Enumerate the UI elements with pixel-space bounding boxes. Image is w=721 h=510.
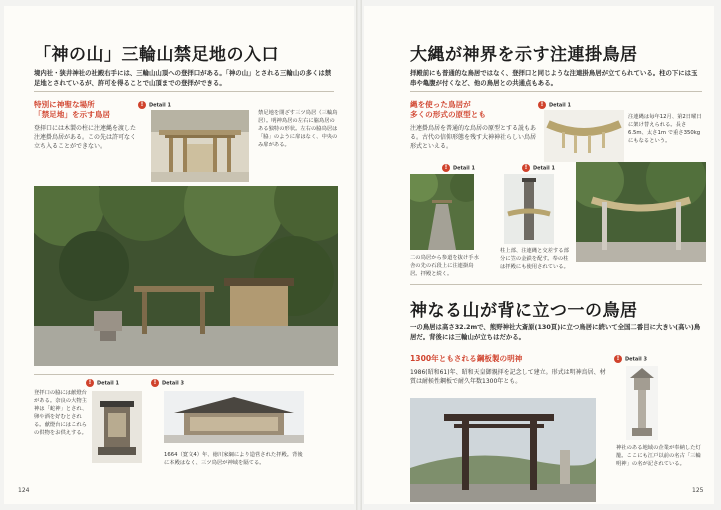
section-title: 神なる山が背に立つ一の鳥居 bbox=[410, 301, 638, 321]
lead-text: 一の鳥居は高さ32.2mで、熊野神社大斎原(130頁)に立つ鳥居に続いて全国二番目に大きい(高い)鳥居だ。背後には三輪山が立ちはだかる。 bbox=[410, 323, 701, 341]
left-page bbox=[4, 6, 354, 504]
detail-marker-icon: ! bbox=[538, 101, 546, 109]
divider bbox=[410, 91, 702, 92]
offering-stand-photo bbox=[92, 391, 142, 463]
detail-photo bbox=[504, 174, 554, 244]
section-heading: 縄を使った鳥居が 多くの形式の原型とも bbox=[410, 100, 486, 119]
detail-caption: 注連縄は毎年12月、第2日曜日に架け替えられる。長さ6.5m、太さ1m で重さ350kg にもなるという。 bbox=[628, 114, 702, 144]
stone-lantern-photo bbox=[626, 366, 658, 440]
shrine-gate-photo bbox=[151, 110, 249, 182]
page-title: 大縄が神界を示す注連掛鳥居 bbox=[410, 45, 638, 65]
detail-label: ! Detail 1 bbox=[442, 164, 475, 172]
great-torii-photo bbox=[410, 398, 596, 502]
straw-rope-photo bbox=[544, 110, 624, 162]
detail-marker-icon: ! bbox=[138, 101, 146, 109]
detail-photo bbox=[544, 110, 624, 162]
page-number: 125 bbox=[692, 487, 704, 494]
page-number: 124 bbox=[18, 487, 30, 494]
book-gutter bbox=[356, 0, 362, 510]
main-photo bbox=[576, 162, 706, 262]
detail-caption: 二の鳥居から参道を抜け手水舎の先の石段上に注連掛鳥居。拝殿と続く。 bbox=[410, 255, 479, 277]
section-body: 1986(昭和61)年、昭和天皇御親拝を記念して建立。形式は明神鳥居、材質は耐候性鋼板で耐久年数1300年とも。 bbox=[410, 369, 606, 385]
detail-marker-icon: ! bbox=[86, 379, 94, 387]
divider bbox=[34, 374, 334, 375]
lead-text: 拝殿前にも普通的な鳥居ではなく、登拝口と同じような注連掛鳥居が立てられている。柱の下には玉串や亀腹が付くなど、他の鳥居との共通点もある。 bbox=[410, 69, 698, 87]
detail-photo bbox=[151, 110, 249, 182]
detail-caption: 1664（寛文4）年、徳川家綱により造営された拝殿。背後に本殿はなく、三ツ鳥居が神域を隔てる。 bbox=[164, 452, 303, 466]
divider bbox=[410, 284, 702, 285]
detail-photo bbox=[626, 366, 658, 440]
detail-photo bbox=[92, 391, 142, 463]
worship-hall-photo bbox=[164, 391, 304, 443]
section-body: 注連掛鳥居を普通的な鳥居の原型とする説もある。古代の信仰形態を残す大神神社らしい鳥居形式といえる。 bbox=[410, 125, 537, 150]
detail-label: ! Detail 1 bbox=[538, 101, 571, 109]
detail-marker-icon: ! bbox=[614, 355, 622, 363]
page-title: 「神の山」三輪山禁足地の入口 bbox=[34, 45, 279, 65]
detail-caption: 柱上部、注連縄と交差する部分に笠の金鉄を配す。奉の柱は拝殿にも使用されている。 bbox=[500, 248, 569, 270]
detail-label: ! Detail 1 bbox=[86, 379, 119, 387]
detail-marker-icon: ! bbox=[522, 164, 530, 172]
section-body: 登拝口には木製の柱に注連縄を渡した注連掛鳥居がある。この先は許可なく立ち入ることができない。 bbox=[34, 125, 137, 150]
stone-steps-photo bbox=[410, 174, 474, 250]
detail-photo bbox=[164, 391, 304, 443]
divider bbox=[34, 91, 334, 92]
pillar-detail-photo bbox=[504, 174, 554, 244]
detail-photo bbox=[410, 174, 474, 250]
detail-label: ! Detail 1 bbox=[522, 164, 555, 172]
detail-label: ! Detail 3 bbox=[151, 379, 184, 387]
right-page bbox=[364, 6, 714, 504]
rope-torii-photo bbox=[576, 162, 706, 262]
lead-text: 境内社・狭井神社の社殿右手には、三輪山山頂への登拝口がある。「神の山」とされる三輪山の多くは禁足地とされているが、許可を得ることで山頂までの登拝ができる。 bbox=[34, 69, 332, 87]
detail-marker-icon: ! bbox=[442, 164, 450, 172]
detail-caption: 神社のある地域の企業が奉納した灯籠。ここにも江戸以前の名古「三輪明神」の名が記されている。 bbox=[616, 445, 701, 467]
section-heading: 1300年ともされる鋼板製の明神 bbox=[410, 354, 523, 363]
detail-label: ! Detail 1 bbox=[138, 101, 171, 109]
main-photo bbox=[34, 186, 338, 366]
detail-label: ! Detail 3 bbox=[614, 355, 647, 363]
detail-marker-icon: ! bbox=[151, 379, 159, 387]
section-heading: 特別に神聖な場所 「禁足地」を示す鳥居 bbox=[34, 100, 110, 119]
forest-shrine-photo bbox=[34, 186, 338, 366]
detail-caption: 禁足地を閉ざす三ツ鳥居（三輪鳥居）。明神鳥居の左右に脇鳥居のある独特の形状。左右の脇鳥居は「脇」のように扉はなく、中央のみ扉がある。 bbox=[258, 110, 338, 148]
main-photo bbox=[410, 398, 596, 502]
detail-caption: 登拝口の脇には献燈台がある。奈良の大物主神は「蛇神」とされ、卵や酒を好むとされる。献燈台にはこれらの供物をお供えする。 bbox=[34, 390, 88, 436]
